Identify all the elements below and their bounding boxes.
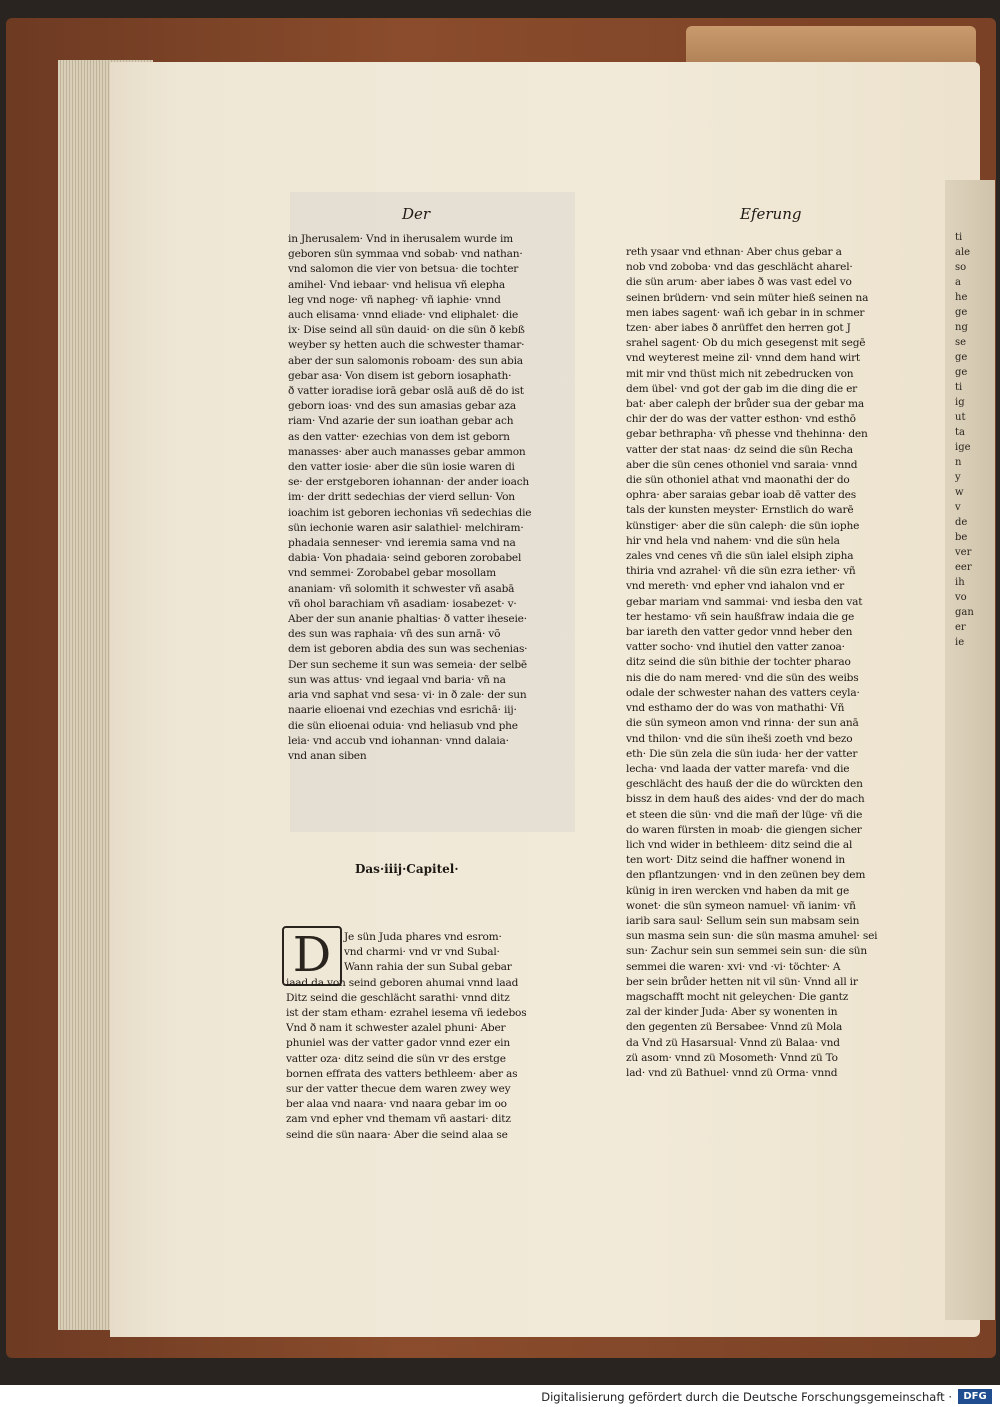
fragment-line: ig <box>955 397 965 408</box>
text-line: vatter der stat naas· dz seind die sün Recha <box>626 443 853 456</box>
fragment-line: a <box>955 277 961 288</box>
text-line: ophra· aber saraias gebar ioab dē vatter des <box>626 489 856 502</box>
text-line: sun masma sein sun· die sün masma amuhel· sei <box>626 930 878 943</box>
text-line: iarib sara saul· Sellum sein sun mabsam sein <box>626 914 860 927</box>
text-line: vnd weyterest meine zil· vnnd dem hand wirt <box>626 352 860 365</box>
fragment-line: eer <box>955 562 972 573</box>
fragment-line: ver <box>955 547 972 558</box>
text-line: ber sein brůder hetten nit vil sün· Vnnd all ir <box>626 975 858 988</box>
fragment-line: so <box>955 262 967 273</box>
text-line: geborn ioas· vnd des sun amasias gebar aza <box>288 400 516 413</box>
text-line: ber alaa vnd naara· vnd naara gebar im oo <box>286 1098 507 1111</box>
text-line: Ditz seind die geschlächt sarathi· vnnd ditz <box>286 991 510 1004</box>
text-line: vnd salomon die vier von betsua· die tochter <box>288 263 519 276</box>
text-line: die sün othoniel athat vnd maonathi der do <box>626 474 850 487</box>
text-line: Je sün Juda phares vnd esrom· <box>344 931 502 943</box>
dfg-logo: DFG <box>958 1389 992 1404</box>
text-line: men iabes sagent· wañ ich gebar in in schmer <box>626 306 865 319</box>
text-line: mit mir vnd thüst mich nit zebedrucken von <box>626 367 854 380</box>
text-line: da Vnd zü Hasarsual· Vnnd zü Balaa· vnd <box>626 1036 840 1049</box>
text-line: riam· Vnd azarie der sun ioathan gebar ach <box>288 415 514 428</box>
text-line: dem ist geboren abdia des sun was sechenias· <box>288 643 528 656</box>
fragment-line: ih <box>955 577 965 588</box>
text-line: vnd semmei· Zorobabel gebar mosollam <box>288 567 496 580</box>
text-line: künig in iren wercken vnd haben da mit ge <box>626 884 850 897</box>
text-line: leg vnd noge· vñ napheg· vñ iaphie· vnnd <box>288 293 501 306</box>
text-line: ditz seind die sün bithie der tochter pharao <box>626 656 851 669</box>
fragment-line: v <box>955 502 961 513</box>
text-line: chir der do was der vatter esthon· vnd esthō <box>626 413 856 426</box>
text-line: vnd esthamo der do was von mathathi· Vñ <box>626 702 845 715</box>
text-line: do waren fürsten in moab· die giengen sicher <box>626 823 862 836</box>
text-line: seinen brüdern· vnd sein müter hieß seinen na <box>626 291 869 304</box>
fragment-line: ti <box>955 232 963 243</box>
running-head-left: Der <box>402 205 431 223</box>
text-line: den vatter iosie· aber die sün iosie waren di <box>288 461 515 474</box>
text-line: vatter socho· vnd ihutiel den vatter zanoa· <box>626 641 845 654</box>
text-line: die sün elioenai oduia· vnd heliasub vnd phe <box>288 719 518 732</box>
fragment-line: vo <box>955 592 967 603</box>
text-line: gebar bethrapha· vñ phesse vnd thehinna· den <box>626 428 868 441</box>
text-line: magschafft mocht nit geleychen· Die gantz <box>626 990 849 1003</box>
text-line: bat· aber caleph der brůder sua der gebar ma <box>626 398 864 411</box>
text-line: lecha· vnd laada der vatter marefa· vnd die <box>626 762 850 775</box>
text-line: vñ ohol barachiam vñ asadiam· iosabezet· v· <box>288 597 517 610</box>
text-line: geschlächt des hauß der die do würckten den <box>626 778 863 791</box>
text-line: semmei die waren· xvi· vnd ·vi· töchter· A <box>626 960 841 973</box>
fragment-line: se <box>955 337 967 348</box>
text-line: leia· vnd accub vnd iohannan· vnnd dalaia· <box>288 734 509 747</box>
text-line: zales vnd cenes vñ die sün ialel elsiph zipha <box>626 550 854 563</box>
text-line: iaad da von seind geboren ahumai vnnd laad <box>286 976 519 989</box>
text-line: aber die sün cenes othoniel vnd saraia· vnnd <box>626 458 858 471</box>
text-line: im· der dritt sedechias der vierd sellun· Von <box>288 491 515 504</box>
fragment-line: ta <box>955 427 965 438</box>
text-line: dem übel· vnd got der gab im die ding die er <box>626 382 858 395</box>
text-line: ist der stam etham· ezrahel iesema vñ iedebos <box>286 1007 527 1020</box>
text-line: aber der sun salomonis roboam· des sun abia <box>288 354 523 367</box>
text-line: lad· vnd zü Bathuel· vnnd zü Orma· vnnd <box>626 1066 838 1079</box>
text-line: reth ysaar vnd ethnan· Aber chus gebar a <box>626 246 842 258</box>
text-line: aria vnd saphat vnd sesa· vi· in ð zale· der sun <box>288 689 527 702</box>
text-line: zü asom· vnnd zü Mosometh· Vnnd zü To <box>626 1051 838 1064</box>
fragment-line: gan <box>955 607 974 618</box>
fragment-line: ge <box>955 367 968 378</box>
text-line: ioachim ist geboren iechonias vñ sedechias die <box>288 506 532 519</box>
fragment-line: ale <box>955 247 971 258</box>
text-line: sun· Zachur sein sun semmei sein sun· die sün <box>626 945 868 958</box>
text-line: ten wort· Ditz seind die haffner wonend in <box>626 854 846 867</box>
text-line: vnd anan siben <box>288 749 367 762</box>
fragment-line: er <box>955 622 966 633</box>
fragment-line: ng <box>955 322 968 333</box>
text-line: ix· Dise seind all sün dauid· on die sün ð kebß <box>288 324 525 337</box>
text-line: thiria vnd azrahel· vñ die sün ezra iether· vñ <box>626 565 856 578</box>
text-line: sun was attus· vnd iegaal vnd baria· vñ na <box>288 673 506 686</box>
text-line: Der sun secheme it sun was semeia· der selbē <box>288 658 527 671</box>
text-line: odale der schwester nahan des vatters ceyla· <box>626 686 860 699</box>
fragment-line: de <box>955 517 968 528</box>
text-line: seind die sün naara· Aber die seind alaa se <box>286 1128 508 1141</box>
text-line: hir vnd hela vnd nahem· vnd die sün hela <box>626 534 840 547</box>
text-line: auch elisama· vnnd eliade· vnd eliphalet· die <box>288 309 519 322</box>
text-line: Vnd ð nam it schwester azalel phuni· Aber <box>286 1022 506 1035</box>
text-line: bar iareth den vatter gedor vnnd heber den <box>626 626 853 639</box>
fragment-line: n <box>955 457 962 468</box>
text-line: se· der erstgeboren iohannan· der ander ioach <box>288 476 530 489</box>
text-line: nis die do nam mered· vnd die sün des weibs <box>626 671 859 684</box>
text-line: srahel sagent· Ob du mich gesegenst mit segē <box>626 337 866 350</box>
facing-page-text-fragments <box>955 230 995 650</box>
text-line: et steen die sün· vnd die mañ der lüge· vñ die <box>626 808 863 821</box>
text-line: Aber der sun ananie phaltias· ð vatter iheseie· <box>288 613 527 626</box>
text-line: sur der vatter thecue dem waren zwey wey <box>286 1083 511 1096</box>
fragment-line: w <box>955 487 964 498</box>
fragment-line: ut <box>955 412 966 423</box>
text-line: bornen effrata des vatters bethleem· aber as <box>286 1067 518 1080</box>
text-line: ter hestamo· vñ sein haußfraw indaia die ge <box>626 610 855 623</box>
chapter-heading: Das·iiij·Capitel· <box>355 862 459 876</box>
text-line: den pflantzungen· vnd in den zeünen bey dem <box>626 869 866 882</box>
fragment-line: be <box>955 532 968 543</box>
text-line: bissz in dem hauß des aides· vnd der do mach <box>626 793 865 806</box>
text-line: die sün arum· aber iabes ð was vast edel vo <box>626 276 852 289</box>
text-line: weyber sy hetten auch die schwester thamar· <box>288 339 525 352</box>
fragment-line: ge <box>955 352 968 363</box>
text-line: tals der kunsten meyster· Ernstlich do warē <box>626 504 854 517</box>
text-line: amihel· Vnd iebaar· vnd helisua vñ elepha <box>288 278 506 291</box>
running-head-right: Eferung <box>740 205 802 223</box>
text-line: ananiam· vñ solomith it schwester vñ asabā <box>288 582 515 595</box>
text-line: den gegenten zü Bersabee· Vnnd zü Mola <box>626 1021 843 1034</box>
text-line: gebar mariam vnd sammai· vnd iesba den vat <box>626 595 863 608</box>
funding-credit: Digitalisierung gefördert durch die Deutsche Forschungsgemeinschaft · <box>541 1390 952 1404</box>
text-line: dabia· Von phadaia· seind geboren zorobabel <box>288 552 522 565</box>
text-line: vatter oza· ditz seind die sün vr des erstge <box>286 1052 506 1065</box>
text-line: vnd mereth· vnd epher vnd iahalon vnd er <box>626 580 844 593</box>
fragment-line: ie <box>955 637 965 648</box>
text-line: die sün symeon amon vnd rinna· der sun anā <box>626 717 859 730</box>
text-line: zam vnd epher vnd themam vñ aastari· ditz <box>286 1113 511 1126</box>
text-line: zal der kinder Juda· Aber sy wonenten in <box>626 1006 838 1019</box>
text-line: wonet· die sün symeon namuel· vñ ianim· vñ <box>626 899 856 912</box>
text-line: geboren sün symmaa vnd sobab· vnd nathan· <box>288 248 523 261</box>
text-line: des sun was raphaia· vñ des sun arnā· võ <box>288 628 501 641</box>
text-line: gebar asa· Von disem ist geborn iosaphath· <box>288 369 512 382</box>
fragment-line: y <box>955 472 961 483</box>
text-line: in Jherusalem· Vnd in iherusalem wurde im <box>288 233 513 245</box>
text-line: phuniel was der vatter gador vnnd ezer ein <box>286 1037 510 1050</box>
text-line: lich vnd wider in bethleem· ditz seind die al <box>626 838 853 851</box>
right-column <box>626 245 936 1081</box>
text-line: phadaia senneser· vnd ieremia sama vnd na <box>288 537 516 550</box>
text-line: as den vatter· ezechias von dem ist geborn <box>288 430 510 443</box>
text-line: naarie elioenai vnd ezechias vnd esrichā· iij· <box>288 704 517 717</box>
fragment-line: ige <box>955 442 971 453</box>
text-line: tzen· aber iabes ð anrüffet den herren got J <box>626 322 851 335</box>
text-line: eth· Die sün zela die sün iuda· her der vatter <box>626 747 858 760</box>
text-line: vnd thilon· vnd die sün iheši zoeth vnd bezo <box>626 732 853 745</box>
text-line: nob vnd zoboba· vnd das geschlächt aharel· <box>626 261 853 274</box>
text-line: Wann rahia der sun Subal gebar <box>344 961 512 974</box>
text-line: künstiger· aber die sün caleph· die sün iophe <box>626 519 860 532</box>
left-column-bottom <box>286 930 576 1143</box>
fragment-line: he <box>955 292 968 303</box>
fragment-line: ge <box>955 307 968 318</box>
fragment-line: ti <box>955 382 963 393</box>
text-line: sün iechonie waren asir salathiel· melchiram· <box>288 521 524 534</box>
text-line: manasses· aber auch manasses gebar ammon <box>288 445 526 458</box>
decorated-initial: D <box>282 926 342 986</box>
text-line: vnd charmi· vnd vr vnd Subal· <box>344 946 500 959</box>
left-column-top <box>288 232 578 764</box>
text-line: ð vatter ioradise iorā gebar oslā auß dē do ist <box>288 385 524 398</box>
